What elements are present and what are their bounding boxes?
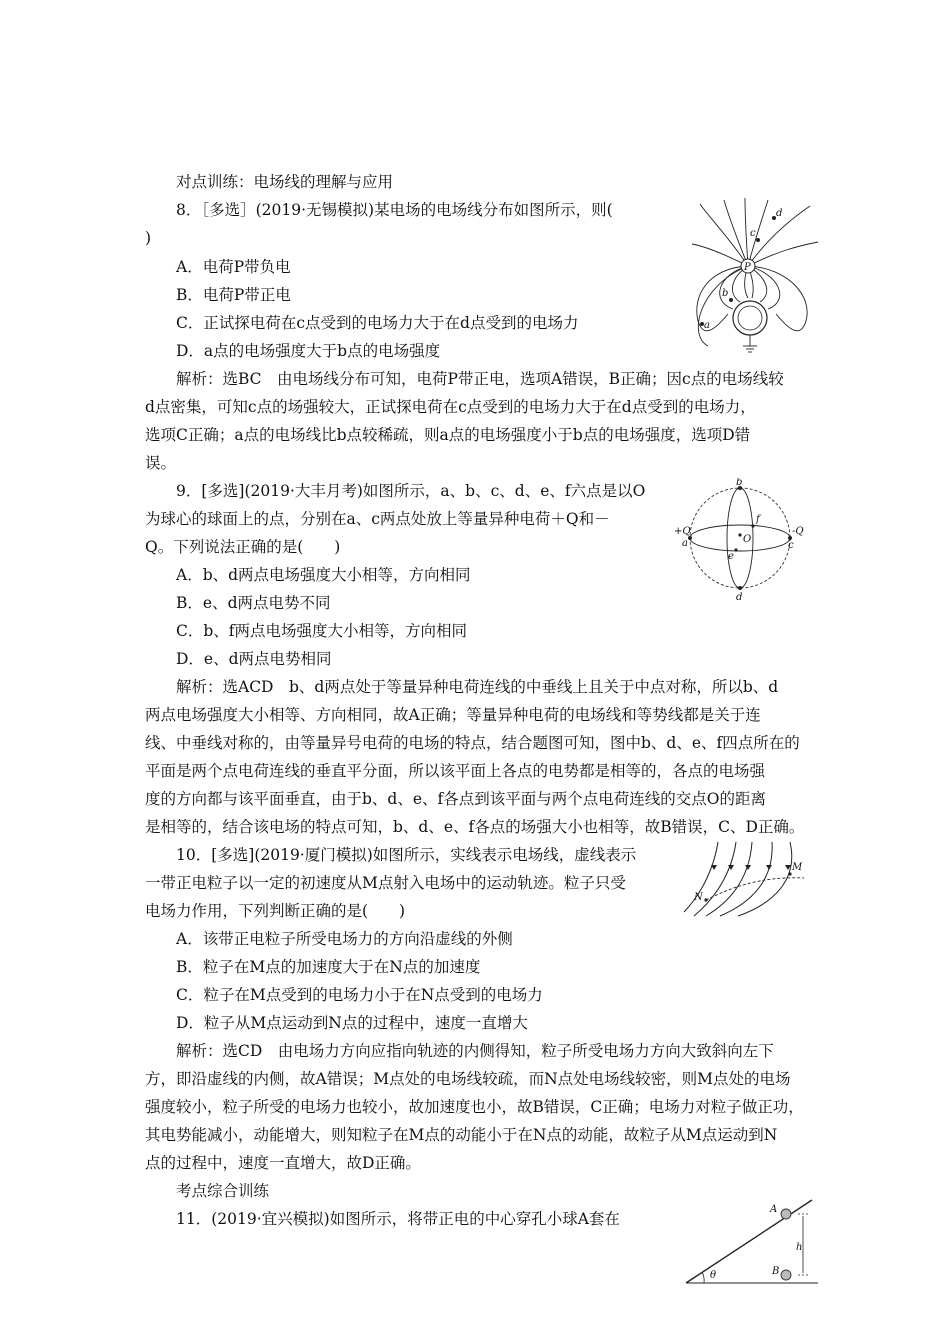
q9-option-b: B．e、d两点电势不同 (176, 594, 331, 612)
label-o: O (743, 534, 752, 545)
q9-solution-line: 线、中垂线对称的，由等量异号电荷的电场的特点，结合题图可知，图中b、d、e、f四点所在的 (145, 734, 800, 752)
figure-q10-trajectory (680, 838, 820, 918)
label-p: P (744, 262, 751, 273)
label-f: f (756, 514, 760, 525)
section-heading: 对点训练：电场线的理解与应用 (176, 173, 394, 191)
question-11-stem: 11．(2019·宜兴模拟)如图所示，将带正电的中心穿孔小球A套在 (176, 1210, 620, 1228)
label-a: a (704, 320, 710, 331)
q8-solution-line: 选项C正确；a点的电场线比b点较稀疏，则a点的电场强度小于b点的电场强度，选项D错 (145, 426, 751, 444)
question-10-stem-cont: 电场力作用，下列判断正确的是( ) (145, 902, 406, 920)
label-theta: θ (710, 1270, 717, 1281)
q10-option-b: B．粒子在M点的加速度大于在N点的加速度 (176, 958, 481, 976)
figure-q8-field-lines (688, 196, 823, 356)
q9-solution-line: 两点电场强度大小相等、方向相同，故A正确；等量异种电荷的电场线和等势线都是关于连 (145, 706, 761, 724)
label-plus-q: +Q (674, 526, 691, 537)
q10-solution: 解析：选CD 由电场力方向应指向轨迹的内侧得知，粒子所受电场力方向大致斜向左下 (176, 1042, 774, 1060)
q9-option-a: A．b、d两点电场强度大小相等，方向相同 (176, 566, 471, 584)
q10-solution-line: 方，即沿虚线的内侧，故A错误；M点处的电场线较疏，而N点处电场线较密，则M点处的电场 (145, 1070, 791, 1088)
q8-option-a: A．电荷P带负电 (176, 258, 291, 276)
label-a: a (682, 538, 688, 549)
question-8-stem-cont: ) (145, 229, 152, 247)
q8-solution: 解析：选BC 由电场线分布可知，电荷P带正电，选项A错误，B正确；因c点的电场线较 (176, 370, 784, 388)
q8-option-b: B．电荷P带正电 (176, 286, 291, 304)
figure-q11-incline (682, 1198, 822, 1288)
label-n: N (694, 892, 703, 903)
q8-solution-line: d点密集，可知c点的场强较大，正试探电荷在c点受到的电场力大于在d点受到的电场力， (145, 398, 756, 416)
q8-solution-line: 误。 (145, 454, 177, 472)
q10-solution-line: 其电势能减小，动能增大，则知粒子在M点的动能小于在N点的动能，故粒子从M点运动到N (145, 1126, 778, 1144)
q9-option-c: C．b、f两点电场强度大小相等，方向相同 (176, 622, 468, 640)
figure-q9-sphere (674, 478, 814, 603)
q9-solution-line: 度的方向都与该平面垂直，由于b、d、e、f各点到该平面与两个点电荷连线的交点O的距离 (145, 790, 766, 808)
section-heading: 考点综合训练 (176, 1182, 270, 1200)
q10-option-c: C．粒子在M点受到的电场力小于在N点受到的电场力 (176, 986, 543, 1004)
label-e: e (728, 551, 734, 562)
label-d: d (736, 592, 743, 603)
q10-option-a: A．该带正电粒子所受电场力的方向沿虚线的外侧 (176, 930, 513, 948)
label-a: A (770, 1204, 778, 1215)
label-d: d (776, 208, 783, 219)
label-c: c (750, 228, 756, 239)
q10-option-d: D．粒子从M点运动到N点的过程中，速度一直增大 (176, 1014, 528, 1032)
q9-option-d: D．e、d两点电势相同 (176, 650, 332, 668)
q8-option-c: C．正试探电荷在c点受到的电场力大于在d点受到的电场力 (176, 314, 579, 332)
q9-solution-line: 是相等的，结合该电场的特点可知，b、d、e、f各点的场强大小也相等，故B错误，C、D正确。 (145, 818, 805, 836)
label-h: h (796, 1242, 803, 1253)
q10-solution-line: 点的过程中，速度一直增大，故D正确。 (145, 1154, 421, 1172)
q9-solution: 解析：选ACD b、d两点处于等量异种电荷连线的中垂线上且关于中点对称，所以b、d (176, 678, 779, 696)
label-b: b (736, 478, 743, 488)
label-b: b (722, 288, 729, 299)
label-c: c (788, 540, 794, 551)
label-minus-q: -Q (792, 526, 804, 537)
question-9-stem: 9．[多选](2019·大丰月考)如图所示，a、b、c、d、e、f六点是以O (176, 482, 646, 500)
question-8-stem: 8．［多选］(2019·无锡模拟)某电场的电场线分布如图所示，则( (176, 201, 613, 219)
label-b: B (772, 1266, 780, 1277)
question-9-stem-cont: Q。下列说法正确的是( ) (145, 538, 341, 556)
question-9-stem-cont: 为球心的球面上的点，分别在a、c两点处放上等量异种电荷＋Q和－ (145, 510, 610, 528)
q9-solution-line: 平面是两个点电荷连线的垂直平分面，所以该平面上各点的电势都是相等的，各点的电场强 (145, 762, 766, 780)
q8-option-d: D．a点的电场强度大于b点的电场强度 (176, 342, 441, 360)
question-10-stem-cont: 一带正电粒子以一定的初速度从M点射入电场中的运动轨迹。粒子只受 (145, 874, 626, 892)
q10-solution-line: 强度较小，粒子所受的电场力也较小，故加速度也小，故B错误，C正确；电场力对粒子做正功， (145, 1098, 804, 1116)
label-m: M (792, 862, 803, 873)
question-10-stem: 10．[多选](2019·厦门模拟)如图所示，实线表示电场线，虚线表示 (176, 846, 637, 864)
